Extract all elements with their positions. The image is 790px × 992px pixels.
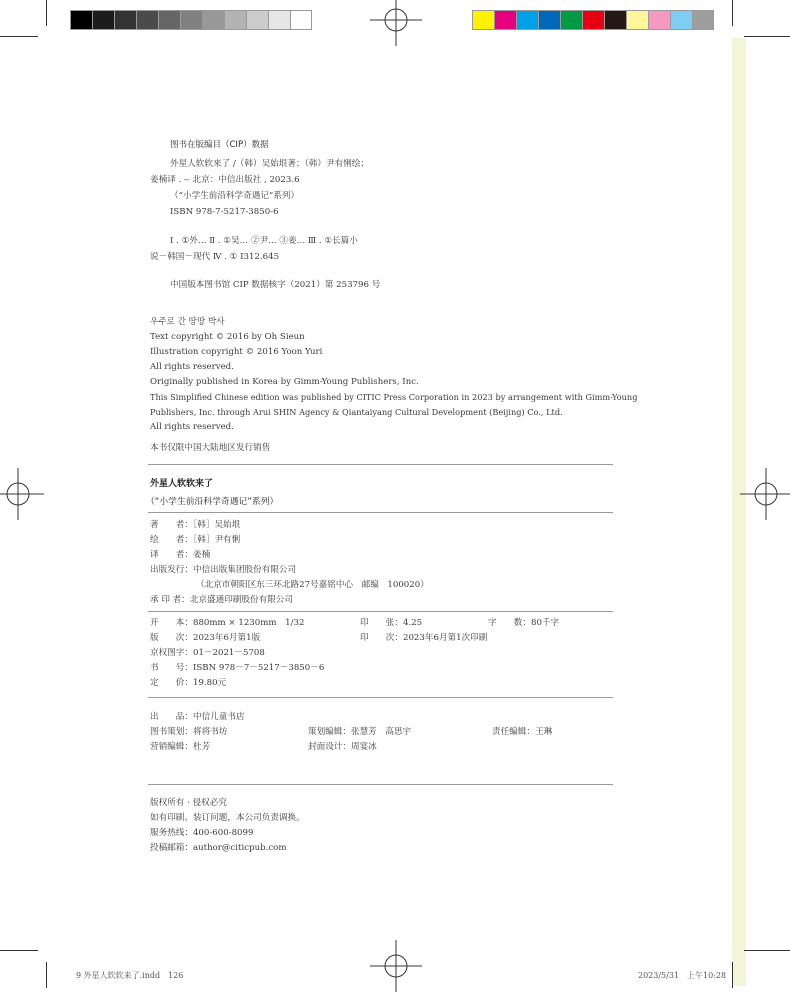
color-swatch: [560, 10, 582, 30]
plan-editor-row: [308, 725, 411, 737]
color-swatch: [626, 10, 648, 30]
copyright-line: This Simplified Chinese edition was published by CITIC Press Corporation in 2023 by arrangement with Gimm-Young: [150, 392, 638, 402]
color-swatch: [202, 10, 224, 30]
author-label: 著 者：: [150, 520, 193, 530]
color-swatch: [648, 10, 670, 30]
copyright-line: Originally published in Korea by Gimm-Young Publishers, Inc.: [150, 377, 419, 387]
license-row: [150, 646, 265, 658]
producer-row: [150, 710, 245, 722]
color-swatch: [290, 10, 312, 30]
crop-mark: [46, 0, 47, 26]
color-swatch: [268, 10, 290, 30]
planner-row: [150, 725, 227, 737]
cip-line: ISBN 978-7-5217-3850-6: [170, 207, 279, 217]
color-swatch: [114, 10, 136, 30]
marketing-label: 营销编辑：: [150, 742, 193, 752]
sheets-label: 印 张：: [360, 618, 403, 628]
price-row: [150, 676, 226, 688]
sheets-row: [360, 616, 422, 628]
book-title: 外星人软软来了: [150, 479, 214, 489]
publisher-row: [150, 563, 296, 575]
color-swatch: [582, 10, 604, 30]
registration-mark-right: [740, 468, 790, 520]
illustrator-label: 绘 者：: [150, 535, 193, 545]
cover-row: [308, 740, 377, 752]
planner-value: 将将书坊: [192, 727, 228, 737]
publisher-label: 出版发行：: [150, 565, 193, 575]
plan-editor-value: 张慧芳 高思宇: [350, 727, 412, 737]
cip-class-line: 说－韩国－现代 Ⅳ . ① I312.645: [150, 252, 280, 262]
book-series: （“小学生前沿科学奇遇记”系列）: [146, 497, 279, 507]
copyright-line: All rights reserved.: [150, 362, 234, 372]
isbn-value: ISBN 978－7－5217－3850－6: [192, 663, 325, 673]
color-swatch: [494, 10, 516, 30]
plan-editor-label: 策划编辑：: [308, 727, 351, 737]
copyright-line: All rights reserved.: [150, 422, 234, 432]
korean-title: 우주로 간 땅땅 박사: [150, 317, 225, 327]
edition-label: 版 次：: [150, 633, 193, 643]
print-datetime-slug: 2023/5/31 上午10:28: [638, 971, 727, 980]
color-swatch: [538, 10, 560, 30]
resp-editor-row: [492, 725, 552, 737]
translator-label: 译 者：: [150, 550, 193, 560]
marketing-row: [150, 740, 210, 752]
cover-label: 封面设计：: [308, 742, 351, 752]
words-value: 80千字: [530, 618, 560, 628]
divider: [148, 784, 613, 785]
printing-value: 2023年6月第1次印刷: [402, 633, 488, 643]
crop-mark: [744, 36, 790, 37]
words-row: [488, 616, 559, 628]
hotline: 服务热线：400-600-8099: [150, 828, 254, 838]
crop-mark: [0, 950, 38, 951]
crop-mark: [744, 950, 790, 951]
printer-value: 北京盛通印刷股份有限公司: [189, 595, 293, 605]
publisher-address: （北京市朝阳区东三环北路27号嘉铭中心 邮编 100020）: [196, 580, 429, 590]
divider: [148, 464, 613, 465]
resp-editor-value: 王琳: [534, 727, 553, 737]
crop-mark: [732, 962, 733, 988]
format-row: [150, 616, 304, 628]
translator-row: [150, 548, 210, 560]
registration-mark-bottom: [370, 940, 422, 992]
isbn-row: [150, 661, 324, 673]
crop-mark: [732, 0, 733, 26]
divider: [148, 512, 613, 513]
edition-value: 2023年6月第1版: [192, 633, 261, 643]
price-label: 定 价：: [150, 678, 193, 688]
publisher-value: 中信出版集团股份有限公司: [192, 565, 297, 575]
crop-mark: [46, 962, 47, 988]
color-swatch: [136, 10, 158, 30]
isbn-label: 书 号：: [150, 663, 193, 673]
color-swatch: [224, 10, 246, 30]
registration-mark-left: [0, 468, 44, 520]
license-label: 京权图字：: [150, 648, 193, 658]
indd-file-slug: 9 外星人软软来了.indd 126: [76, 971, 184, 980]
resp-editor-label: 责任编辑：: [492, 727, 535, 737]
cip-line: （“小学生前沿科学奇遇记”系列）: [170, 191, 300, 201]
translator-value: 姜楠: [192, 550, 211, 560]
color-swatch: [246, 10, 268, 30]
copyright-line: Publishers, Inc. through Arui SHIN Agency & Qiantaiyang Cultural Development (Beijing) Co., Ltd.: [150, 407, 563, 417]
author-value: ［韩］吴始垠: [192, 520, 241, 530]
words-label: 字 数：: [488, 618, 531, 628]
author-row: [150, 518, 240, 530]
printing-label: 印 次：: [360, 633, 403, 643]
copyright-line: Illustration copyright © 2016 Yoon Yuri: [150, 347, 323, 357]
crop-mark: [0, 36, 38, 37]
territory-notice: 本书仅限中国大陆地区发行销售: [150, 443, 271, 453]
producer-label: 出 品：: [150, 712, 193, 722]
price-value: 19.80元: [192, 678, 227, 688]
printer-label: 承 印 者：: [150, 595, 190, 605]
format-value: 880mm × 1230mm 1/32: [192, 618, 305, 628]
submission-email: 投稿邮箱：author@citicpub.com: [150, 843, 287, 853]
cip-title: 图书在版编目（CIP）数据: [170, 140, 269, 150]
registration-mark-top: [370, 0, 422, 46]
illustrator-value: ［韩］尹有悧: [192, 535, 241, 545]
marketing-value: 杜芳: [192, 742, 211, 752]
copyright-line: Text copyright © 2016 by Oh Sieun: [150, 332, 305, 342]
printer-row: [150, 593, 293, 605]
sheets-value: 4.25: [402, 618, 423, 628]
color-swatch: [92, 10, 114, 30]
cip-class-line: Ⅰ . ①外… Ⅱ . ①吴… ②尹… ③姜… Ⅲ . ①长篇小: [170, 236, 358, 246]
edition-row: [150, 631, 260, 643]
color-swatch: [692, 10, 714, 30]
color-swatch: [180, 10, 202, 30]
color-swatch: [670, 10, 692, 30]
cover-value: 周宴冰: [350, 742, 377, 752]
quality-notice: 如有印刷、装订问题，本公司负责调换。: [150, 813, 305, 823]
producer-value: 中信儿童书店: [192, 712, 245, 722]
cip-line: 姜楠译 . -- 北京：中信出版社 , 2023.6: [150, 175, 300, 185]
license-value: 01－2021－5708: [192, 648, 265, 658]
illustrator-row: [150, 533, 240, 545]
color-swatch: [604, 10, 626, 30]
cip-number: 中国版本图书馆 CIP 数据核字（2021）第 253796 号: [170, 280, 381, 290]
rights-notice: 版权所有 · 侵权必究: [150, 798, 227, 808]
cip-line: 外星人软软来了 /（韩）吴始垠著；（韩）尹有悧绘；: [170, 159, 369, 169]
divider: [148, 697, 613, 698]
printing-row: [360, 631, 487, 643]
color-swatch: [516, 10, 538, 30]
color-swatch: [472, 10, 494, 30]
process-color-bar: [472, 10, 714, 30]
planner-label: 图书策划：: [150, 727, 193, 737]
color-swatch: [158, 10, 180, 30]
color-swatch: [70, 10, 92, 30]
divider: [148, 611, 613, 612]
grayscale-color-bar: [70, 10, 312, 30]
format-label: 开 本：: [150, 618, 193, 628]
